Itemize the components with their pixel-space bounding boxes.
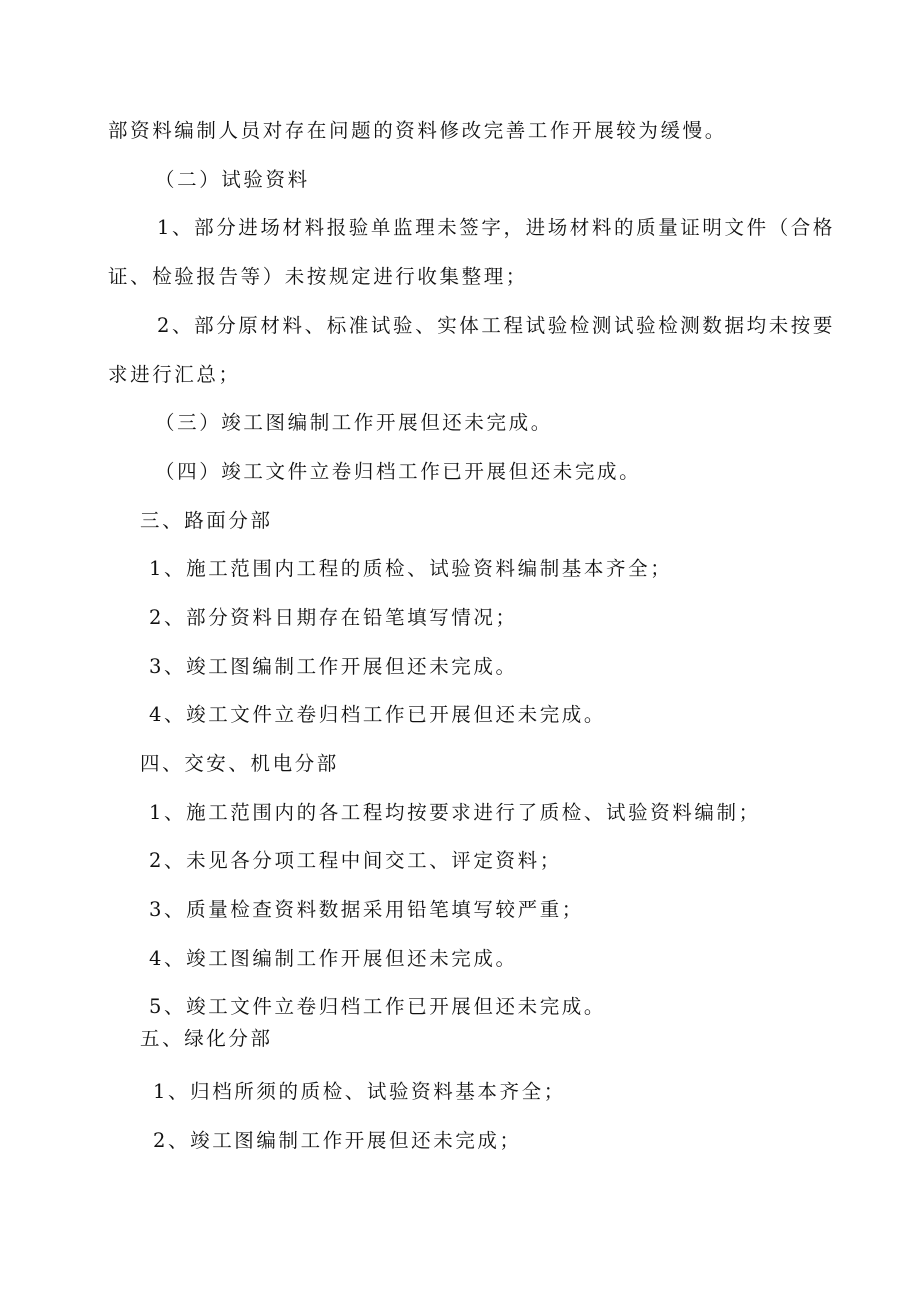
- list-item: 2、部分资料日期存在铅笔填写情况；: [149, 606, 518, 629]
- list-item: 2、竣工图编制工作开展但还未完成；: [153, 1129, 522, 1152]
- section-heading: （四）竣工文件立卷归档工作已开展但还未完成。: [155, 460, 642, 483]
- paragraph-line: 2、部分原材料、标准试验、实体工程试验检测试验检测数据均未按要: [157, 314, 836, 337]
- section-heading: （二）试验资料: [155, 168, 310, 191]
- chapter-heading: 五、绿化分部: [140, 1027, 273, 1050]
- list-item: 5、竣工文件立卷归档工作已开展但还未完成。: [149, 995, 607, 1018]
- list-item: 3、竣工图编制工作开展但还未完成。: [149, 655, 518, 678]
- paragraph-line: 1、部分进场材料报验单监理未签字，进场材料的质量证明文件（合格: [157, 216, 836, 239]
- paragraph-line: 求进行汇总；: [108, 363, 241, 386]
- paragraph-line: 部资料编制人员对存在问题的资料修改完善工作开展较为缓慢。: [108, 119, 727, 142]
- list-item: 4、竣工图编制工作开展但还未完成。: [149, 947, 518, 970]
- list-item: 4、竣工文件立卷归档工作已开展但还未完成。: [149, 703, 607, 726]
- chapter-heading: 三、路面分部: [140, 509, 273, 532]
- list-item: 1、归档所须的质检、试验资料基本齐全；: [153, 1080, 566, 1103]
- list-item: 1、施工范围内工程的质检、试验资料编制基本齐全；: [149, 557, 673, 580]
- paragraph-line: 证、检验报告等）未按规定进行收集整理；: [108, 265, 528, 288]
- section-heading: （三）竣工图编制工作开展但还未完成。: [155, 411, 553, 434]
- list-item: 2、未见各分项工程中间交工、评定资料；: [149, 849, 562, 872]
- list-item: 1、施工范围内的各工程均按要求进行了质检、试验资料编制；: [149, 801, 761, 824]
- chapter-heading: 四、交安、机电分部: [140, 752, 339, 775]
- list-item: 3、质量检查资料数据采用铅笔填写较严重；: [149, 898, 584, 921]
